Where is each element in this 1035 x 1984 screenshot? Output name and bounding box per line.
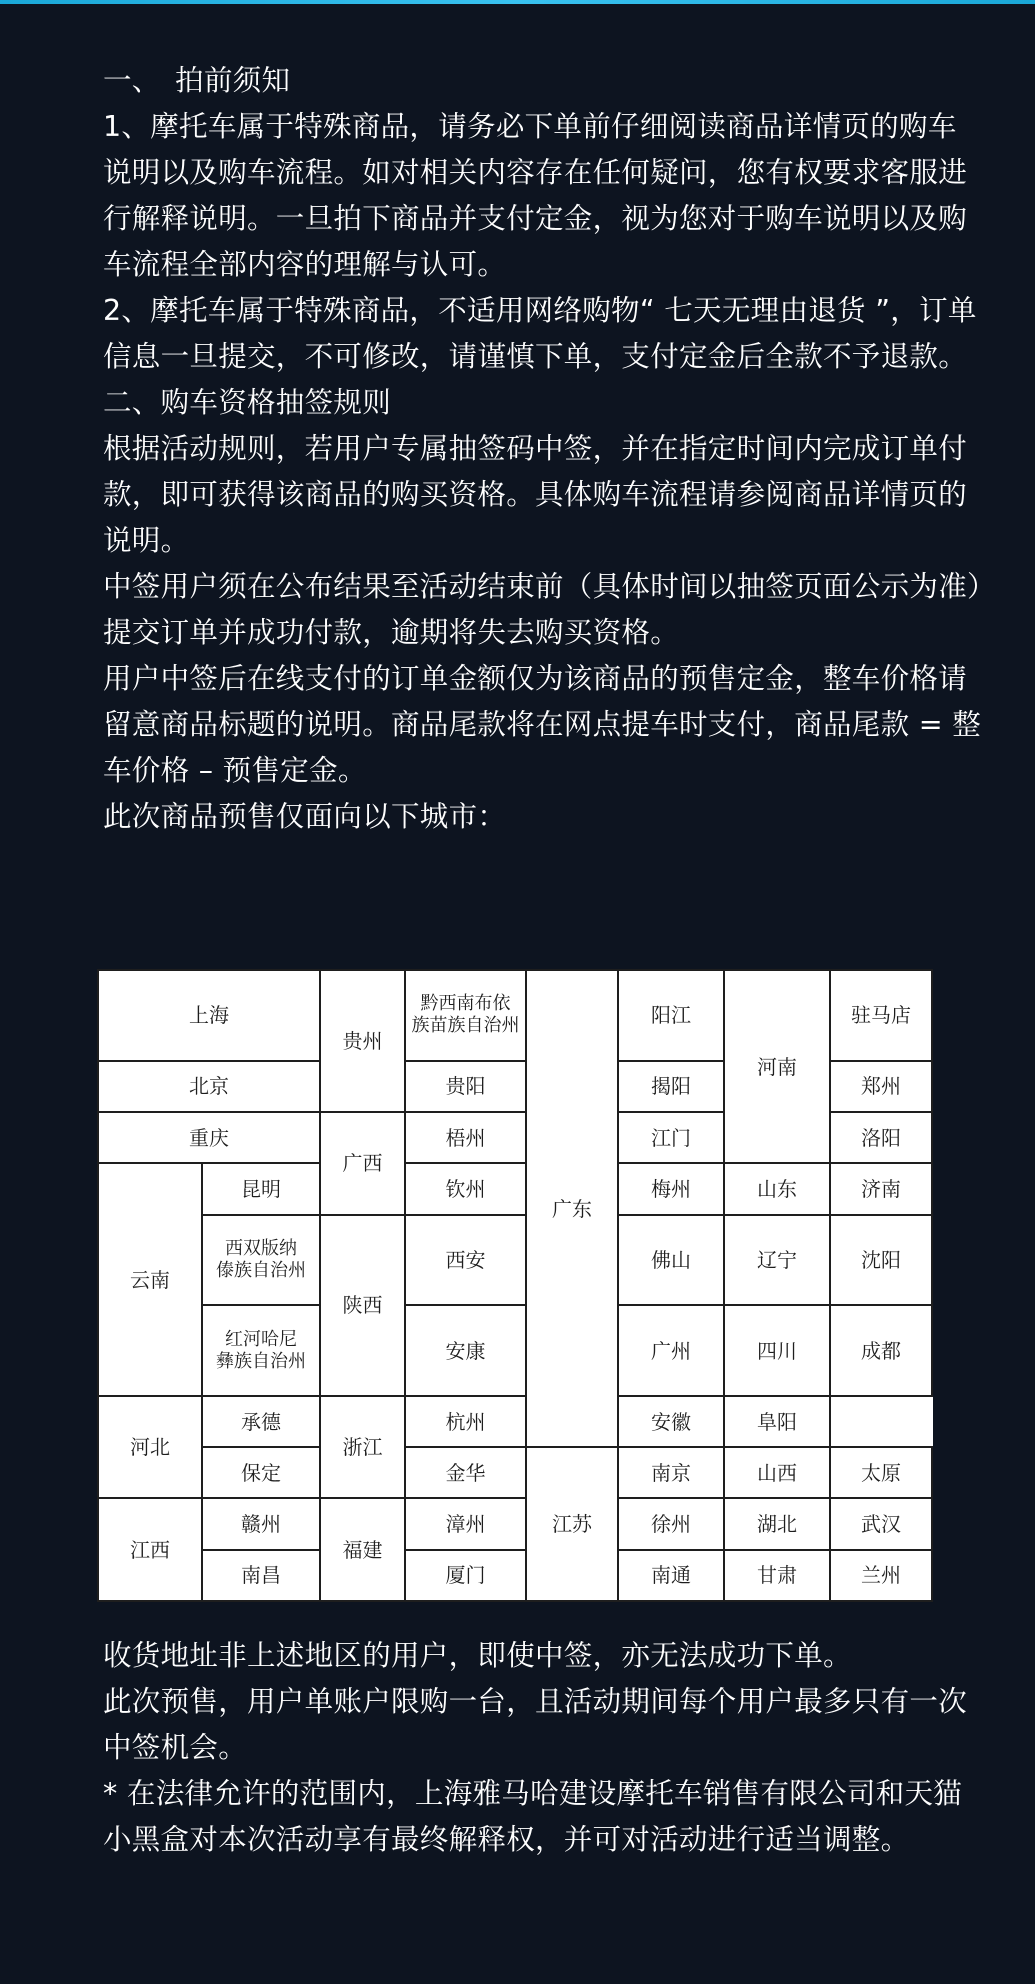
table-cell: 黔西南布依 族苗族自治州: [405, 970, 526, 1061]
table-cell: 钦州: [405, 1163, 526, 1214]
table-cell: 辽宁: [724, 1215, 830, 1306]
table-cell: 北京: [98, 1061, 320, 1112]
table-cell: 上海: [98, 970, 320, 1061]
table-cell: 江西: [98, 1498, 202, 1601]
rules-text-after: [103, 1633, 983, 1863]
address-restriction: 收货地址非上述地区的用户，即使中签，亦无法成功下单。: [103, 1639, 852, 1672]
table-cell: 兰州: [830, 1550, 932, 1601]
table-cell: 保定: [202, 1447, 320, 1498]
cities-intro: 此次商品预售仅面向以下城市：: [103, 800, 507, 833]
legal-disclaimer: * 在法律允许的范围内，上海雅马哈建设摩托车销售有限公司和天猫小黑盒对本次活动享有最终解释权，并可对活动进行适当调整。: [103, 1777, 963, 1856]
table-cell: 山西: [724, 1447, 830, 1498]
rules-text-before: [103, 58, 983, 840]
table-cell: 成都: [830, 1305, 932, 1396]
table-cell: 梧州: [405, 1112, 526, 1163]
table-cell: 阜阳: [724, 1396, 830, 1447]
table-cell: 洛阳: [830, 1112, 932, 1163]
table-cell: 江门: [618, 1112, 724, 1163]
table-cell: 太原: [830, 1447, 932, 1498]
table-cell: 安徽: [618, 1396, 724, 1447]
table-cell: 广东: [526, 970, 618, 1447]
table-cell: 金华: [405, 1447, 526, 1498]
table-cell: 佛山: [618, 1215, 724, 1306]
table-cell: 陕西: [320, 1215, 405, 1396]
table-cell: 云南: [98, 1163, 202, 1396]
table-cell: 浙江: [320, 1396, 405, 1499]
table-cell: 安康: [405, 1305, 526, 1396]
table-cell: 湖北: [724, 1498, 830, 1549]
lottery-rule-3: 用户中签后在线支付的订单金额仅为该商品的预售定金，整车价格请留意商品标题的说明。商品尾款将在网点提车时支付，商品尾款 = 整车价格 – 预售定金。: [103, 662, 982, 787]
table-cell: 承德: [202, 1396, 320, 1447]
table-cell: 漳州: [405, 1498, 526, 1549]
table-cell: 武汉: [830, 1498, 932, 1549]
table-cell: 贵州: [320, 970, 405, 1112]
notice-item-1: 1、摩托车属于特殊商品，请务必下单前仔细阅读商品详情页的购车说明以及购车流程。如对相关内容存在任何疑问，您有权要求客服进行解释说明。一旦拍下商品并支付定金，视为您对于购车说明以及购车流程全部内容的理解与认可。: [103, 110, 968, 281]
table-cell: 广州: [618, 1305, 724, 1396]
table-cell: 江苏: [526, 1447, 618, 1601]
table-cell: 昆明: [202, 1163, 320, 1214]
table-cell: 河北: [98, 1396, 202, 1499]
table-cell: 红河哈尼 彝族自治州: [202, 1305, 320, 1396]
top-accent-bar: [0, 0, 1035, 4]
table-cell: 阳江: [618, 970, 724, 1061]
table-cell: 揭阳: [618, 1061, 724, 1112]
table-cell: 梅州: [618, 1163, 724, 1214]
table-cell: 南昌: [202, 1550, 320, 1601]
notice-item-2: 2、摩托车属于特殊商品，不适用网络购物“ 七天无理由退货 ”，订单信息一旦提交，不可修改，请谨慎下单，支付定金后全款不予退款。: [103, 294, 977, 373]
table-cell: 山东: [724, 1163, 830, 1214]
table-cell: 济南: [830, 1163, 932, 1214]
table-cell: 沈阳: [830, 1215, 932, 1306]
table-cell: 河南: [724, 970, 830, 1163]
table-cell: 杭州: [405, 1396, 526, 1447]
table-cell: 赣州: [202, 1498, 320, 1549]
lottery-rule-2: 中签用户须在公布结果至活动结束前（具体时间以抽签页面公示为准）提交订单并成功付款，逾期将失去购买资格。: [103, 570, 982, 649]
table-cell: 驻马店: [830, 970, 932, 1061]
table-cell: 徐州: [618, 1498, 724, 1549]
table-cell: 甘肃: [724, 1550, 830, 1601]
table-cell: 贵阳: [405, 1061, 526, 1112]
table-cell: 西安: [405, 1215, 526, 1306]
table-cell: 厦门: [405, 1550, 526, 1601]
table-cell: 广西: [320, 1112, 405, 1215]
section-heading-lottery: 二、购车资格抽签规则: [103, 386, 392, 419]
table-cell: 南通: [618, 1550, 724, 1601]
table-cell: 重庆: [98, 1112, 320, 1163]
table-cell: 南京: [618, 1447, 724, 1498]
table-cell: 福建: [320, 1498, 405, 1601]
table-cell: 四川: [724, 1305, 830, 1396]
table-cell: 西双版纳 傣族自治州: [202, 1215, 320, 1306]
city-table: [97, 969, 933, 1602]
section-heading-notice: 一、 拍前须知: [103, 64, 291, 97]
table-cell: 郑州: [830, 1061, 932, 1112]
purchase-limit: 此次预售，用户单账户限购一台，且活动期间每个用户最多只有一次中签机会。: [103, 1685, 968, 1764]
lottery-rule-1: 根据活动规则，若用户专属抽签码中签，并在指定时间内完成订单付款，即可获得该商品的购买资格。具体购车流程请参阅商品详情页的说明。: [103, 432, 968, 557]
city-table-wrapper: [97, 969, 931, 1602]
